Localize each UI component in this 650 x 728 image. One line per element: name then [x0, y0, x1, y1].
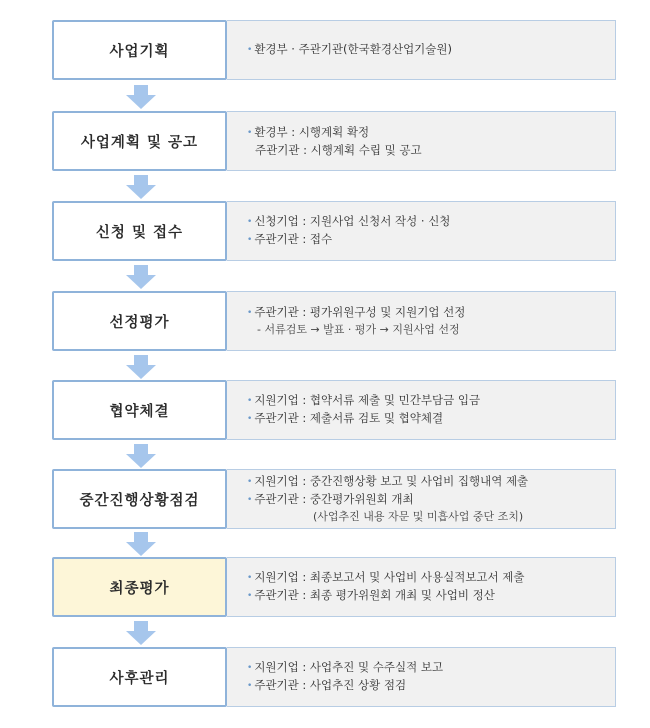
- step-description-box: [227, 201, 616, 261]
- step-title: 사후관리: [109, 670, 170, 687]
- step-title: 사업계획 및 공고: [80, 134, 199, 151]
- down-arrow-icon: [126, 265, 156, 289]
- step-description-box: [227, 111, 616, 171]
- step-title-box: [52, 201, 227, 261]
- step-description-line: (사업추진 내용 자문 및 미흡사업 중단 조치): [313, 510, 524, 523]
- process-step: [52, 647, 616, 709]
- step-description-line: • 주관기관 : 제출서류 검토 및 협약체결: [247, 410, 615, 428]
- step-title: 최종평가: [109, 580, 170, 597]
- step-title: 사업기획: [109, 43, 170, 60]
- process-step: [52, 291, 616, 353]
- step-title-box: [52, 111, 227, 171]
- step-description-line: • 지원기업 : 최종보고서 및 사업비 사용실적보고서 제출: [247, 569, 615, 587]
- step-description-line: • 지원기업 : 협약서류 제출 및 민간부담금 입금: [247, 392, 615, 410]
- step-title: 중간진행상황점검: [79, 492, 200, 509]
- down-arrow-icon: [126, 85, 156, 109]
- step-description-line: 주관기관 : 시행계획 수립 및 공고: [255, 143, 422, 157]
- step-description-line: • 주관기관 : 중간평가위원회 개최: [247, 491, 615, 509]
- step-title-box: [52, 469, 227, 529]
- step-description-line: • 신청기업 : 지원사업 신청서 작성 · 신청: [247, 213, 615, 231]
- down-arrow-icon: [126, 355, 156, 379]
- process-step: [52, 380, 616, 442]
- step-title-box: [52, 291, 227, 351]
- step-description-box: [227, 557, 616, 617]
- step-description-line: - 서류검토 → 발표 · 평가 → 지원사업 선정: [257, 323, 460, 336]
- step-description-box: [227, 380, 616, 440]
- down-arrow-icon: [126, 621, 156, 645]
- step-description-line: • 주관기관 : 최종 평가위원회 개최 및 사업비 정산: [247, 587, 615, 605]
- step-description-box: [227, 291, 616, 351]
- step-description-line: • 지원기업 : 중간진행상황 보고 및 사업비 집행내역 제출: [247, 473, 615, 491]
- step-description-box: [227, 647, 616, 707]
- step-description-line: • 주관기관 : 사업추진 상황 점검: [247, 677, 615, 695]
- step-title-box: [52, 20, 227, 80]
- step-description-box: [227, 20, 616, 80]
- step-title-box: [52, 647, 227, 707]
- step-description-line: • 주관기관 : 평가위원구성 및 지원기업 선정: [247, 304, 615, 322]
- down-arrow-icon: [126, 444, 156, 468]
- down-arrow-icon: [126, 532, 156, 556]
- process-step: [52, 111, 616, 173]
- step-description-box: [227, 469, 616, 529]
- step-title: 선정평가: [109, 314, 170, 331]
- step-title: 협약체결: [109, 403, 170, 420]
- process-step: [52, 469, 616, 531]
- process-step: [52, 557, 616, 619]
- step-title-box: [52, 380, 227, 440]
- step-title-box: [52, 557, 227, 617]
- process-step: [52, 201, 616, 263]
- down-arrow-icon: [126, 175, 156, 199]
- process-step: [52, 20, 616, 82]
- step-title: 신청 및 접수: [95, 224, 184, 241]
- step-description-line: • 주관기관 : 접수: [247, 231, 615, 249]
- step-description-line: • 지원기업 : 사업추진 및 수주실적 보고: [247, 659, 615, 677]
- step-description-line: • 환경부 : 시행계획 확정: [247, 124, 615, 142]
- step-description-line: • 환경부 · 주관기관(한국환경산업기술원): [247, 41, 615, 59]
